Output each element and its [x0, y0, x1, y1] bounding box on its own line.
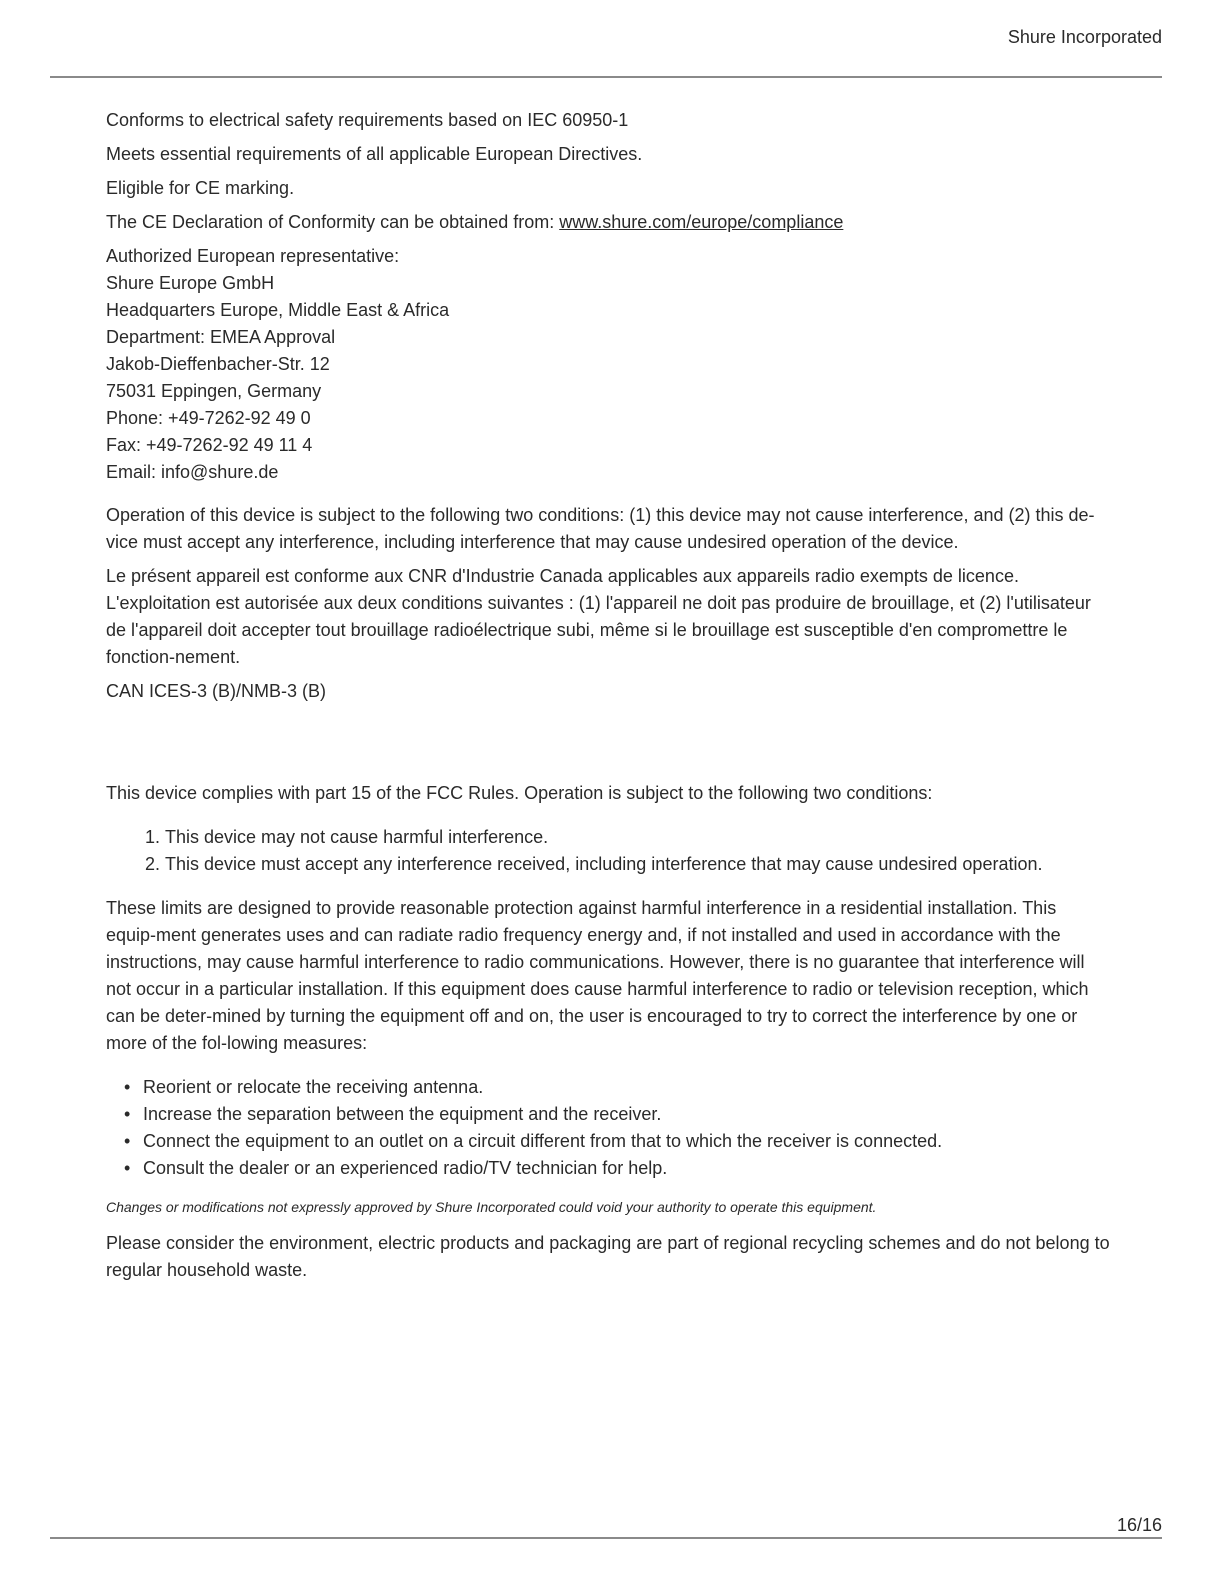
fcc-conditions-list — [106, 824, 1110, 878]
address-line: Email: info@shure.de — [106, 462, 279, 482]
ce-declaration-prefix: The CE Declaration of Conformity can be obtained from: — [106, 212, 560, 232]
fcc-intro: This device complies with part 15 of the FCC Rules. Operation is subject to the following two conditions: — [106, 783, 933, 803]
document-body — [106, 107, 1110, 1291]
ce-marking-statement: Eligible for CE marking. — [106, 178, 295, 198]
ce-safety-statement: Conforms to electrical safety requirements based on IEC 60950-1 — [106, 110, 629, 130]
list-item: • Consult the dealer or an experienced radio/TV technician for help. — [106, 1155, 1110, 1182]
section-spacer — [106, 712, 1110, 780]
address-line: Department: EMEA Approval — [106, 327, 336, 347]
compliance-link[interactable]: www.shure.com/europe/compliance — [559, 212, 844, 232]
canada-ices-label: CAN ICES-3 (B)/NMB-3 (B) — [106, 681, 327, 701]
address-line: Authorized European representative: — [106, 246, 400, 266]
list-item: • Increase the separation between the equipment and the receiver. — [106, 1101, 1110, 1128]
address-line: Jakob-Dieffenbacher-Str. 12 — [106, 354, 330, 374]
list-item: • Reorient or relocate the receiving antenna. — [106, 1074, 1110, 1101]
footer-divider — [50, 1537, 1162, 1539]
address-line: Fax: +49-7262-92 49 11 4 — [106, 435, 313, 455]
header-divider — [50, 76, 1162, 78]
address-line: Shure Europe GmbH — [106, 273, 275, 293]
address-line: Headquarters Europe, Middle East & Africa — [106, 300, 450, 320]
list-item: • Connect the equipment to an outlet on a circuit different from that to which the receiver is connected. — [106, 1128, 1110, 1155]
ce-directives-statement: Meets essential requirements of all applicable European Directives. — [106, 144, 643, 164]
fcc-limits-paragraph: These limits are designed to provide reasonable protection against harmful interference in a residential installation. This equip-ment generates uses and can radiate radio frequency energy and, if not installed and used in accordance with the instructions, may cause harmful interference to radio communications. However, there is no guarantee that interference will not occur in a particular installation. If this equipment does cause harmful interference to radio or television reception, which can be deter-mined by turning the equipment off and on, the user is encouraged to try to correct the interference by one or more of the fol-lowing measures: — [106, 898, 1089, 1053]
canada-operation-english: Operation of this device is subject to the following two conditions: (1) this device may not cause interference, and (2) this de-vice must accept any interference, including interference that may cause undesired operation of the device. — [106, 505, 1095, 552]
list-item: 1. This device may not cause harmful interference. — [165, 824, 1110, 851]
environment-statement: Please consider the environment, electric products and packaging are part of regional recycling schemes and do not belong to regular household waste. — [106, 1233, 1110, 1280]
modifications-note: Changes or modifications not expressly approved by Shure Incorporated could void your authority to operate this equipment. — [106, 1199, 877, 1215]
page-number: 16/16 — [1116, 1515, 1162, 1535]
list-item: 2. This device must accept any interference received, including interference that may cause undesired operation. — [165, 851, 1110, 878]
header-company-name: Shure Incorporated — [1007, 27, 1162, 47]
european-representative-address — [106, 243, 1110, 486]
address-line: 75031 Eppingen, Germany — [106, 381, 322, 401]
fcc-measures-list — [106, 1074, 1110, 1182]
address-line: Phone: +49-7262-92 49 0 — [106, 408, 311, 428]
canada-operation-french: Le présent appareil est conforme aux CNR d'Industrie Canada applicables aux appareils radio exempts de licence. L'exploitation est autorisée aux deux conditions suivantes : (1) l'appareil ne doit pas produire de brouillage, et (2) l'utilisateur de l'appareil doit accepter tout brouillage radioélectrique subi, même si le brouillage est susceptible d'en compromettre le fonction-nement. — [106, 566, 1091, 667]
ce-declaration-statement — [106, 209, 1110, 236]
